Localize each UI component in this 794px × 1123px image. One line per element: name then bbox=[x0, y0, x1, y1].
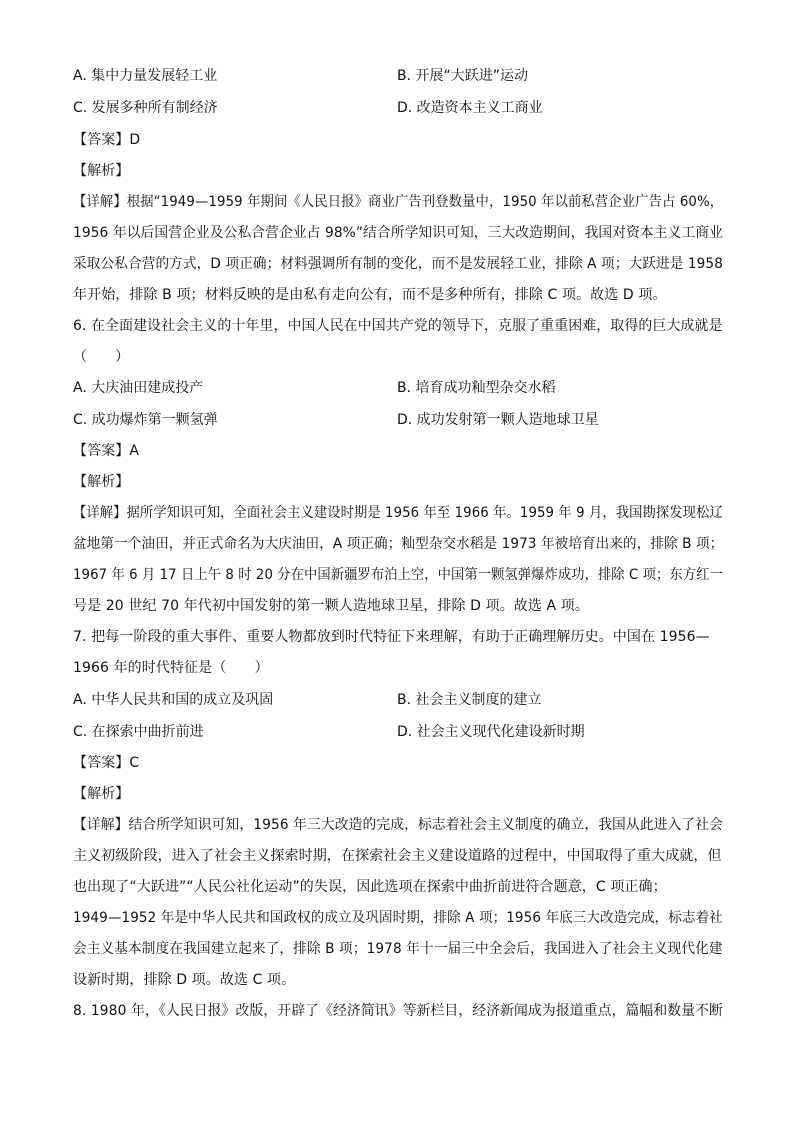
q7-answer: 【答案】C bbox=[73, 755, 140, 771]
q7-detail-line: 也出现了“大跃进”“人民公社化运动”的失误，因此选项在探索中曲折前进符合题意，C 项正确； bbox=[73, 879, 667, 895]
q5-detail-line: 【详解】根据“1949—1959 年期间《人民日报》商业广告刊登数量中，1950 年以前私营企业广告占 60%， bbox=[73, 194, 724, 210]
q8-stem-line: 8. 1980 年，《人民日报》改版，开辟了《经济简讯》等新栏目，经济新闻成为报道重点，篇幅和数量不断 bbox=[73, 1003, 723, 1019]
q6-option-d: D. 成功发射第一颗人造地球卫星 bbox=[397, 412, 599, 428]
q6-stem-line: 6. 在全面建设社会主义的十年里，中国人民在中国共产党的领导下，克服了重重困难，取得的巨大成就是 bbox=[73, 318, 723, 334]
q5-detail-line: 采取公私合营的方式，D 项正确；材料强调所有制的变化，而不是发展轻工业，排除 A 项；大跃进是 1958 bbox=[73, 256, 723, 272]
q7-stem-line: 7. 把每一阶段的重大事件、重要人物都放到时代特征下来理解，有助于正确理解历史。中国在 1956— bbox=[73, 629, 710, 645]
q7-detail-line: 设新时期，排除 D 项。故选 C 项。 bbox=[73, 972, 296, 988]
q7-detail-line: 1949—1952 年是中华人民共和国政权的成立及巩固时期，排除 A 项；1956 年底三大改造完成，标志着社 bbox=[73, 910, 723, 926]
q7-stem-line: 1966 年的时代特征是（ ） bbox=[73, 660, 269, 676]
q6-detail-line: 盆地第一个油田，并正式命名为大庆油田，A 项正确；籼型杂交水稻是 1973 年被培育出来的，排除 B 项； bbox=[73, 536, 724, 552]
q5-option-a: A. 集中力量发展轻工业 bbox=[73, 68, 218, 84]
q6-answer: 【答案】A bbox=[73, 443, 140, 459]
q5-analysis-label: 【解析】 bbox=[73, 163, 130, 179]
q6-detail-line: 【详解】据所学知识可知，全面社会主义建设时期是 1956 年至 1966 年。1959 年 9 月，我国勘探发现松辽 bbox=[73, 505, 723, 521]
q6-stem-line: （ ） bbox=[73, 349, 130, 365]
q5-option-c: C. 发展多种所有制经济 bbox=[73, 100, 218, 116]
q6-detail-line: 号是 20 世纪 70 年代初中国发射的第一颗人造地球卫星，排除 D 项。故选 A 项。 bbox=[73, 598, 589, 614]
q7-option-c: C. 在探索中曲折前进 bbox=[73, 724, 204, 740]
q7-detail-line: 【详解】结合所学知识可知，1956 年三大改造的完成，标志着社会主义制度的确立，我国从此进入了社会 bbox=[73, 817, 723, 833]
q5-option-b: B. 开展“大跃进”运动 bbox=[397, 68, 529, 84]
q6-analysis-label: 【解析】 bbox=[73, 474, 130, 490]
q6-option-b: B. 培育成功籼型杂交水稻 bbox=[397, 380, 556, 396]
q5-detail-line: 年开始，排除 B 项；材料反映的是由私有走向公有，而不是多种所有，排除 C 项。故选 D 项。 bbox=[73, 287, 667, 303]
q7-option-d: D. 社会主义现代化建设新时期 bbox=[397, 724, 585, 740]
q7-detail-line: 主义初级阶段，进入了社会主义探索时期，在探索社会主义建设道路的过程中，中国取得了重大成就，但 bbox=[73, 848, 722, 864]
q7-analysis-label: 【解析】 bbox=[73, 786, 130, 802]
q5-detail-line: 1956 年以后国营企业及公私合营企业占 98%”结合所学知识可知，三大改造期间，我国对资本主义工商业 bbox=[73, 225, 723, 241]
q5-answer: 【答案】D bbox=[73, 132, 141, 148]
q6-detail-line: 1967 年 6 月 17 日上午 8 时 20 分在中国新疆罗布泊上空，中国第一颗氢弹爆炸成功，排除 C 项；东方红一 bbox=[73, 567, 723, 583]
q6-option-a: A. 大庆油田建成投产 bbox=[73, 380, 204, 396]
q7-option-b: B. 社会主义制度的建立 bbox=[397, 692, 542, 708]
q6-option-c: C. 成功爆炸第一颗氢弹 bbox=[73, 412, 218, 428]
q7-option-a: A. 中华人民共和国的成立及巩固 bbox=[73, 692, 274, 708]
q7-detail-line: 会主义基本制度在我国建立起来了，排除 B 项；1978 年十一届三中全会后，我国进入了社会主义现代化建 bbox=[73, 941, 723, 957]
q5-option-d: D. 改造资本主义工商业 bbox=[397, 100, 543, 116]
